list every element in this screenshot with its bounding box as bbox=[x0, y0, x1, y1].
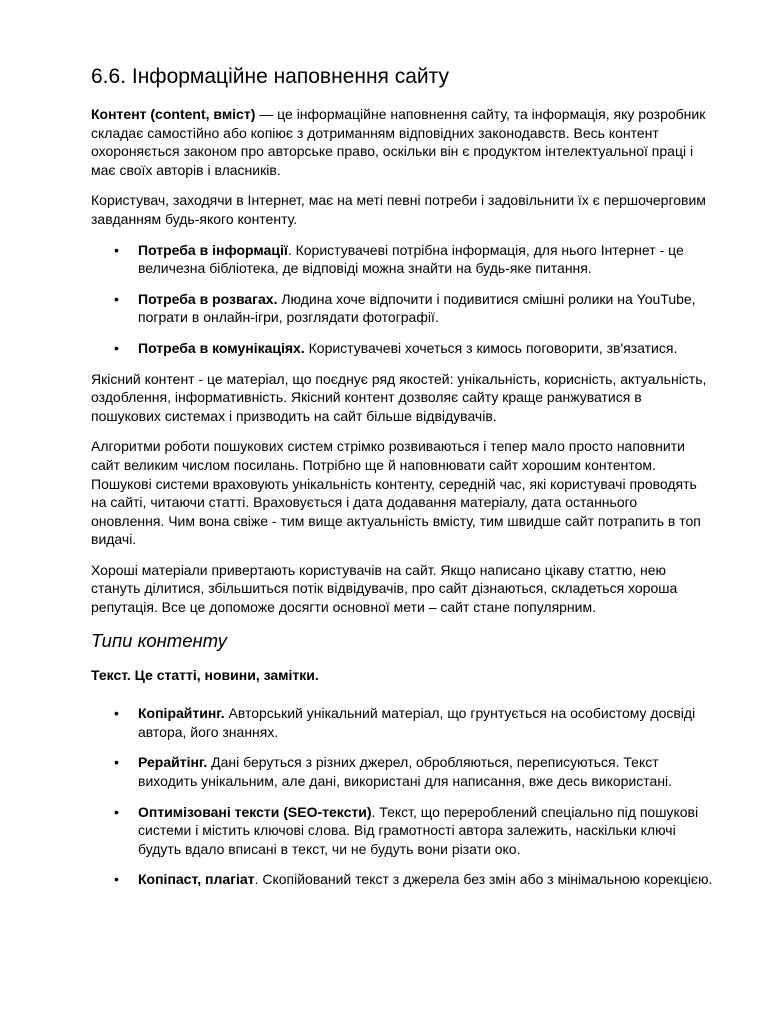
list-item bbox=[91, 290, 713, 327]
content-types-heading: Типи контенту bbox=[91, 629, 227, 651]
list-item bbox=[91, 803, 713, 859]
list-item-text: Авторський унікальний матеріал, що грунтується на особистому досвіді автора, його знаннях. bbox=[138, 705, 696, 740]
list-item-text: Користувачеві хочеться з кимось поговорити, зв'язатися. bbox=[304, 339, 678, 356]
text-types-heading: Текст. Це статті, новини, замітки. bbox=[91, 666, 319, 683]
list-item-term: Копірайтинг. bbox=[138, 705, 225, 722]
list-item-term: Рерайтінг. bbox=[138, 754, 208, 771]
algorithms-paragraph: Алгоритми роботи пошукових систем стрімко розвиваються і тепер мало просто наповнити сайт великим числом посилань. Потрібно ще й наповнювати сайт хорошим контентом. Пошукові системи враховують унікальність контенту, середній час, які користувачі проводять на сайті, читаючи статті. Враховується і дата додавання матеріалу, дата останнього оновлення. Чим вона свіже - тим вище актуальність вмісту, тим швидше сайт потрапить в топ видачі. bbox=[91, 438, 701, 548]
bullet-icon: • bbox=[114, 241, 119, 258]
document-page bbox=[91, 64, 713, 901]
list-item-term: Оптимізовані тексти (SEO-тексти) bbox=[138, 803, 372, 820]
list-item-text: . Скопійований текст з джерела без змін або з мінімальною корекцією. bbox=[254, 871, 713, 888]
bullet-icon: • bbox=[114, 803, 119, 820]
intro-text: — це інформаційне наповнення сайту, та інформація, яку розробник складає самостійно або копіює з дотриманням відповідних законодавств. Весь контент охороняється законом про авторське право, оскільки він є продуктом інтелектуальної праці і має своїх авторів і власників. bbox=[91, 106, 706, 178]
bullet-icon: • bbox=[114, 705, 119, 722]
intro-term: Контент (content, вміст) bbox=[91, 106, 256, 122]
list-item-text: Людина хоче відпочити і подивитися смішні ролики на YouTube, пограти в онлайн-ігри, розглядати фотографії. bbox=[138, 290, 696, 326]
needs-list bbox=[91, 241, 713, 358]
list-item bbox=[91, 870, 713, 889]
list-item bbox=[91, 339, 713, 358]
good-materials-paragraph: Хороші матеріали привертають користувачів на сайт. Якщо написано цікаву статтю, нею стануть ділитися, збільшиться потік відвідувачів, про сайт дізнаються, складеться хороша репутація. Все це допоможе досягти основної мети – сайт стане популярним. bbox=[91, 561, 678, 616]
list-item-term: Потреба в розвагах. bbox=[138, 290, 278, 307]
text-types-list bbox=[91, 704, 713, 889]
user-needs-paragraph: Користувач, заходячи в Інтернет, має на меті певні потреби і задовільнити їх є першочерговим завданням будь-якого контенту. bbox=[91, 192, 706, 227]
list-item-term: Копіпаст, плагіат bbox=[138, 871, 255, 888]
list-item bbox=[91, 704, 713, 741]
quality-paragraph: Якісний контент - це матеріал, що поєднує ряд якостей: унікальність, корисність, актуальність, оздоблення, інформативність. Якісний контент дозволяє сайту краще ранжуватися в пошукових системах і призводить на сайт більше відвідувачів. bbox=[91, 370, 707, 424]
list-item-term: Потреба в інформації bbox=[138, 241, 288, 258]
intro-paragraph bbox=[91, 105, 713, 179]
list-item-text: . Користувачеві потрібна інформація, для нього Інтернет - це величезна бібліотека, де відповіді можна знайти на будь-яке питання. bbox=[138, 241, 684, 277]
page-title: 6.6. Інформаційне наповнення сайту bbox=[91, 65, 450, 88]
list-item bbox=[91, 753, 713, 790]
list-item bbox=[91, 241, 713, 278]
bullet-icon: • bbox=[114, 339, 119, 356]
list-item-text: Дані беруться з різних джерел, обробляються, переписуються. Текст виходить унікальним, але дані, використані для написання, вже десь використані. bbox=[138, 754, 673, 790]
bullet-icon: • bbox=[114, 754, 119, 771]
bullet-icon: • bbox=[114, 871, 119, 888]
list-item-term: Потреба в комунікаціях. bbox=[138, 339, 305, 356]
list-item-text: . Текст, що перероблений спеціально під пошукові системи і містить ключові слова. Від грамотності автора залежить, наскільки ключі будуть вдало вписані в текст, чи не будуть вони різати око. bbox=[138, 803, 699, 857]
bullet-icon: • bbox=[114, 290, 119, 307]
